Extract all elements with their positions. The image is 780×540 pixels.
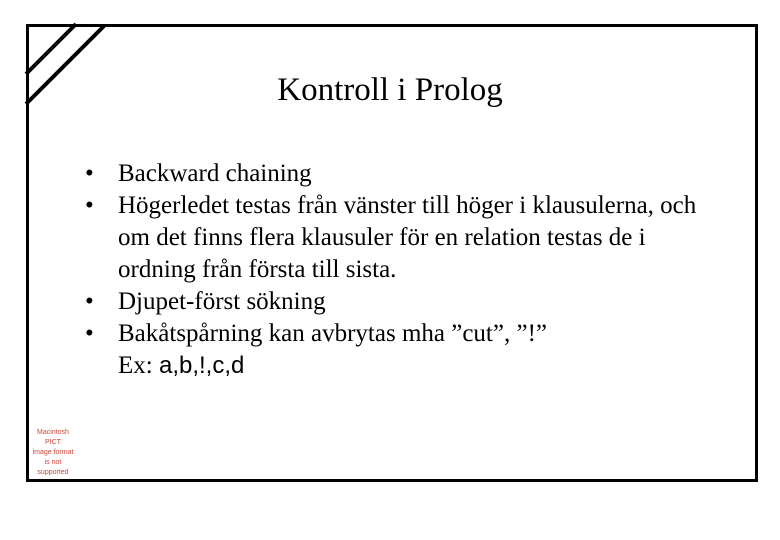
- bullet-icon: •: [85, 320, 94, 347]
- placeholder-line: Macintosh PICT: [37, 429, 69, 446]
- example-label: Ex:: [118, 352, 159, 379]
- bullet-list: [85, 158, 725, 382]
- bullet-icon: •: [85, 288, 94, 315]
- bullet-text: Backward chaining: [118, 160, 312, 187]
- bullet-text: Högerledet testas från vänster till höger i klausulerna, och om det finns flera klausuler för en relation testas de i ordning från första till sista.: [118, 192, 697, 283]
- example-code: a,b,!,c,d: [158, 352, 245, 379]
- example-line: [118, 350, 725, 382]
- bullet-text: Djupet-först sökning: [118, 288, 326, 315]
- placeholder-line: is not supported: [37, 459, 69, 476]
- unsupported-image-placeholder: [31, 428, 75, 478]
- bullet-item: [85, 190, 725, 286]
- bullet-icon: •: [85, 192, 94, 219]
- bullet-item: [85, 158, 725, 190]
- bullet-item: [85, 286, 725, 318]
- bullet-icon: •: [85, 160, 94, 187]
- placeholder-line: image format: [32, 449, 74, 456]
- bullet-text: Bakåtspårning kan avbrytas mha ”cut”, ”!”: [118, 320, 547, 347]
- slide-title: Kontroll i Prolog: [277, 72, 503, 108]
- bullet-item: [85, 318, 725, 382]
